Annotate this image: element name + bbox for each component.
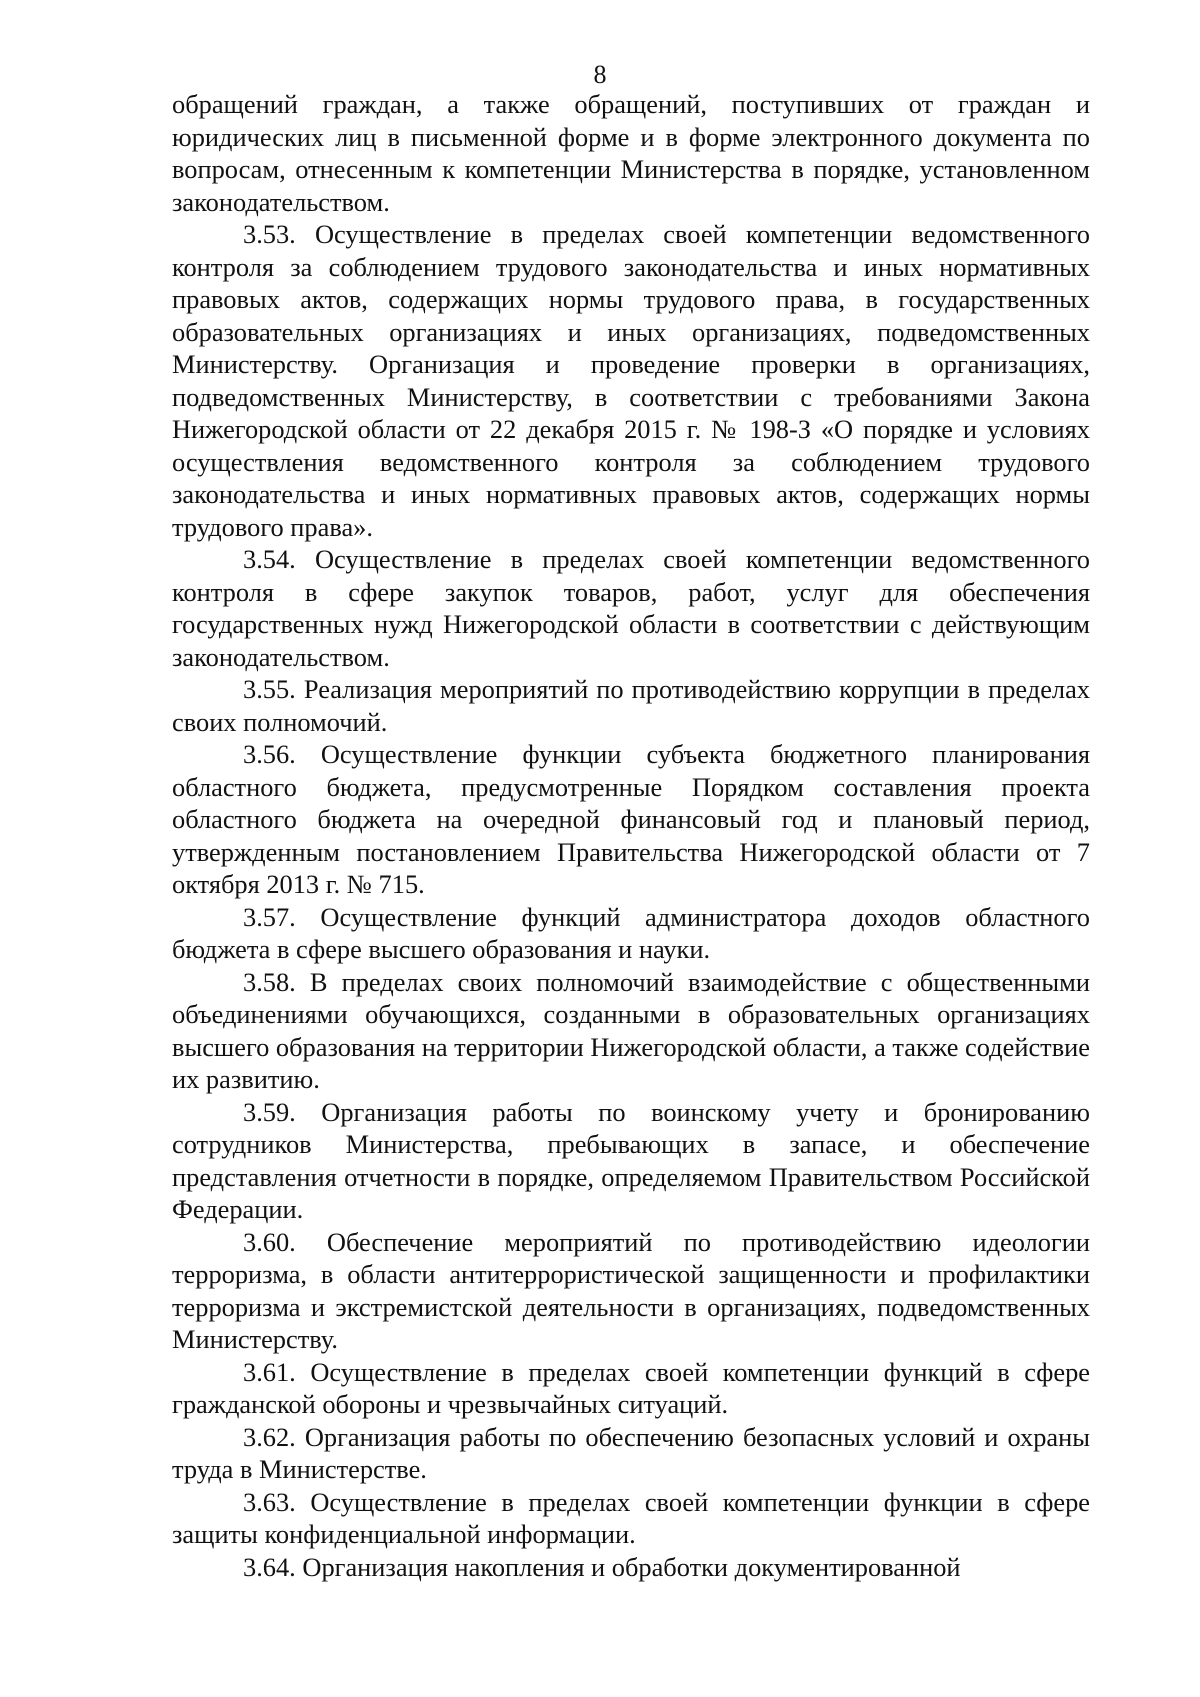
paragraph-text: обращений граждан, а также обращений, поступивших от граждан и юридических лиц в письменной форме и в форме электронного документа по вопросам, отнесенным к компетенции Министерства в порядке, установленном законодательством.	[172, 89, 1090, 217]
paragraph-number: 3.54.	[243, 544, 296, 574]
paragraph-text: Осуществление функций администратора доходов областного бюджета в сфере высшего образования и науки.	[172, 901, 1090, 964]
paragraph-continuation	[172, 88, 1090, 218]
paragraph-3-53	[172, 218, 1090, 543]
page-number: 8	[593, 60, 607, 89]
paragraph-text: Осуществление в пределах своей компетенции ведомственного контроля в сфере закупок товаров, работ, услуг для обеспечения государственных нужд Нижегородской области в соответствии с действующим законодательством.	[172, 544, 1090, 672]
paragraph-3-55	[172, 673, 1090, 738]
paragraph-3-58	[172, 966, 1090, 1096]
paragraph-text: Организация работы по обеспечению безопасных условий и охраны труда в Министерстве.	[172, 1421, 1090, 1484]
paragraph-number: 3.62.	[243, 1421, 296, 1452]
paragraph-3-60	[172, 1226, 1090, 1356]
paragraph-number: 3.63.	[243, 1486, 296, 1517]
paragraph-number: 3.60.	[243, 1226, 296, 1257]
paragraph-number: 3.56.	[243, 739, 296, 769]
paragraph-text: Осуществление в пределах своей компетенции ведомственного контроля за соблюдением трудового законодательства и иных нормативных правовых актов, содержащих нормы трудового права, в государственных образовательных организациях и иных организациях, подведомственных Министерству. Организация и проведение проверки в организациях, подведомственных Министерству, в соответствии с требованиями Закона Нижегородской области от 22 декабря 2015 г. № 198-З «О порядке и условиях осуществления ведомственного контроля за соблюдением трудового законодательства и иных нормативных правовых актов, содержащих нормы трудового права».	[172, 219, 1090, 542]
paragraph-text: Реализация мероприятий по противодействию коррупции в пределах своих полномочий.	[172, 674, 1090, 737]
paragraph-number: 3.57.	[243, 901, 296, 932]
paragraph-3-59	[172, 1096, 1090, 1226]
document-body	[172, 88, 1090, 1583]
paragraph-3-57	[172, 901, 1090, 966]
paragraph-number: 3.55.	[243, 674, 296, 704]
paragraph-number: 3.53.	[243, 219, 296, 249]
paragraph-3-56	[172, 738, 1090, 901]
paragraph-3-63	[172, 1486, 1090, 1551]
paragraph-text: Обеспечение мероприятий по противодействию идеологии терроризма, в области антитеррористической защищенности и профилактики терроризма и экстремистской деятельности в организациях, подведомственных Министерству.	[172, 1226, 1090, 1354]
paragraph-text: Организация работы по воинскому учету и бронированию сотрудников Министерства, пребывающих в запасе, и обеспечение представления отчетности в порядке, определяемом Правительством Российской Федерации.	[172, 1096, 1090, 1224]
paragraph-number: 3.59.	[243, 1096, 296, 1127]
paragraph-text: Осуществление в пределах своей компетенции функций в сфере гражданской обороны и чрезвычайных ситуаций.	[172, 1356, 1090, 1419]
paragraph-number: 3.58.	[243, 966, 296, 997]
paragraph-number: 3.61.	[243, 1356, 296, 1387]
paragraph-text: В пределах своих полномочий взаимодействие с общественными объединениями обучающихся, созданными в образовательных организациях высшего образования на территории Нижегородской области, а также содействие их развитию.	[172, 966, 1090, 1094]
paragraph-3-64	[172, 1551, 1090, 1584]
paragraph-text: Осуществление в пределах своей компетенции функции в сфере защиты конфиденциальной информации.	[172, 1486, 1090, 1549]
paragraph-3-61	[172, 1356, 1090, 1421]
paragraph-3-54	[172, 543, 1090, 673]
paragraph-text: Осуществление функции субъекта бюджетного планирования областного бюджета, предусмотренные Порядком составления проекта областного бюджета на очередной финансовый год и плановый период, утвержденным постановлением Правительства Нижегородской области от 7 октября 2013 г. № 715.	[172, 739, 1090, 899]
paragraph-number: 3.64.	[243, 1551, 296, 1582]
paragraph-3-62	[172, 1421, 1090, 1486]
paragraph-text: Организация накопления и обработки документированной	[302, 1551, 961, 1582]
